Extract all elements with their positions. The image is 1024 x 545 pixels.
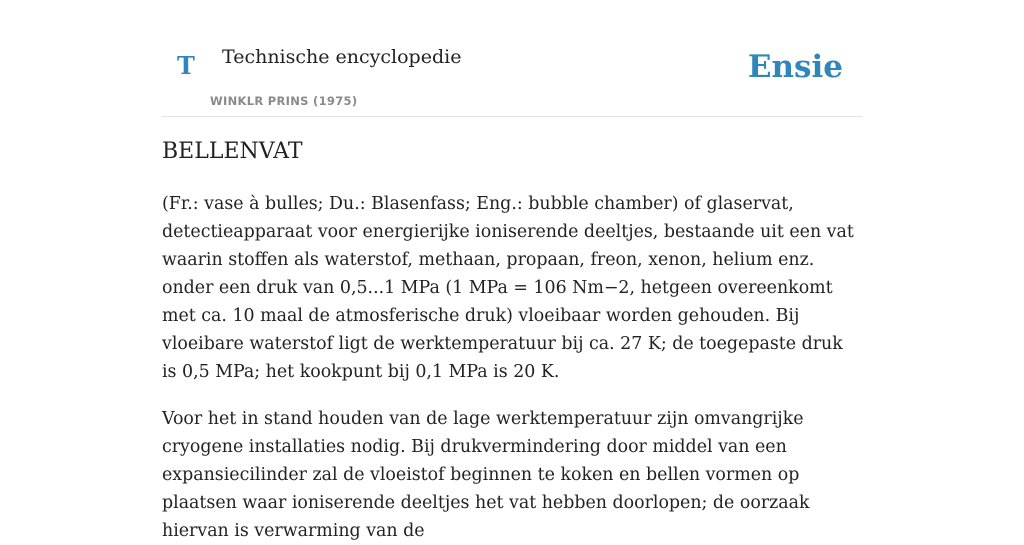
book-logo-letter[interactable]: T [177, 51, 195, 80]
article-paragraph: Voor het in stand houden van de lage werktemperatuur zijn omvangrijke cryogene installaties nodig. Bij drukvermindering door middel van een expansiecilinder zal de vloeistof beginnen te koken en bellen vormen op plaatsen waar ioniserende deeltjes het vat hebben doorlopen; de oorzaak hiervan is verwarming van de [162, 408, 810, 541]
article-paragraph: (Fr.: vase à bulles; Du.: Blasenfass; Eng.: bubble chamber) of glaservat, detectieapparaat voor energierijke ioniserende deeltjes, bestaande uit een vat waarin stoffen als waterstof, methaan, propaan, freon, xenon, helium enz. onder een druk van 0,5...1 MPa (1 MPa = 106 Nm−2, hetgeen overeenkomt met ca. 10 maal de atmosferische druk) vloeibaar worden gehouden. Bij vloeibare waterstof ligt de werktemperatuur bij ca. 27 K; de toegepaste druk is 0,5 MPa; het kookpunt bij 0,1 MPa is 20 K. [162, 193, 854, 382]
article [162, 138, 862, 545]
book-title[interactable]: Technische encyclopedie [222, 46, 462, 68]
site-header [162, 0, 862, 117]
ensie-brand-logo[interactable]: Ensie [747, 49, 843, 85]
book-subtitle: WINKLR PRINS (1975) [210, 94, 358, 108]
article-title: BELLENVAT [162, 139, 303, 164]
